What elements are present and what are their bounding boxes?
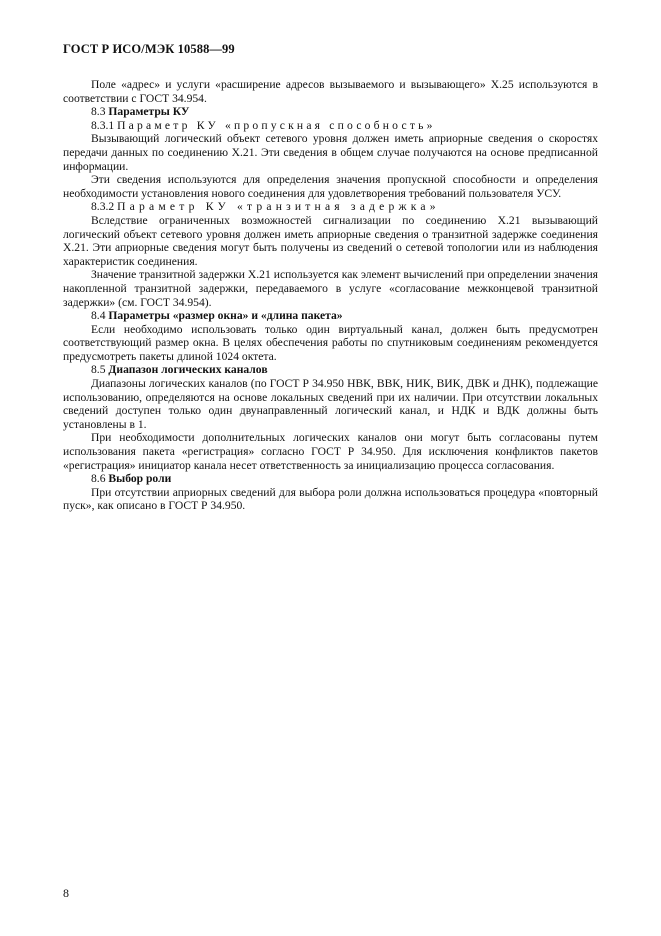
section-number: 8.6 <box>91 472 106 486</box>
section-number: 8.5 <box>91 363 106 377</box>
paragraph: Вследствие ограниченных возможностей сигнализации по соединению X.21 вызывающий логический объект сетевого уровня должен иметь априорные сведения о транзитной задержке соединения X.21. Эти априорные сведения могут быть получены из сведений о сетевой топологии или из наблюдения характеристик соединения. <box>63 213 598 268</box>
document-body <box>63 78 598 513</box>
section-heading-8-3-1 <box>63 119 598 133</box>
section-number: 8.3 <box>91 105 106 119</box>
section-number: 8.3.1 <box>91 118 115 132</box>
paragraph: Вызывающий логический объект сетевого уровня должен иметь априорные сведения о скоростях передачи данных по соединению X.21. Эти сведения в общем случае получаются на основе предписанной информации. <box>63 132 598 173</box>
section-number: 8.3.2 <box>91 200 115 214</box>
section-title: Параметры КУ <box>108 105 190 119</box>
section-heading-8-5 <box>63 363 598 377</box>
paragraph: Поле «адрес» и услуги «расширение адресов вызываемого и вызывающего» X.25 используются в соответствии с ГОСТ 34.954. <box>63 78 598 105</box>
section-heading-8-6 <box>63 472 598 486</box>
section-title: Параметр КУ «транзитная задержка» <box>117 200 440 214</box>
paragraph: При необходимости дополнительных логических каналов они могут быть согласованы путем использования пакета «регистрация» согласно ГОСТ Р 34.950. Для исключения конфликтов пакетов «регистрация» инициатор канала несет ответственность за инициализацию процесса согласования. <box>63 431 598 472</box>
paragraph: Если необходимо использовать только один виртуальный канал, должен быть предусмотрен соответствующий размер окна. В целях обеспечения работы по спутниковым соединениям рекомендуется предусмотреть пакеты длиной 1024 октета. <box>63 322 598 363</box>
section-heading-8-3-2 <box>63 200 598 214</box>
document-header: ГОСТ Р ИСО/МЭК 10588—99 <box>63 42 235 56</box>
paragraph: Диапазоны логических каналов (по ГОСТ Р 34.950 НВК, ВВК, НИК, ВИК, ДВК и ДНК), подлежащие использованию, определяются на основе локальных сведений при их наличии. При отсутствии локальных сведений доступен только один двунаправленный логический канал, и НДК и ВДК должны быть установлены в 1. <box>63 377 598 431</box>
section-heading-8-3 <box>63 105 598 119</box>
page-number: 8 <box>63 886 69 900</box>
paragraph: Эти сведения используются для определения значения пропускной способности и определения необходимости установления нового соединения для удовлетворения требований пользователя УСУ. <box>63 173 598 200</box>
paragraph: При отсутствии априорных сведений для выбора роли должна использоваться процедура «повторный пуск», как описано в ГОСТ Р 34.950. <box>63 485 598 513</box>
section-title: Диапазон логических каналов <box>108 363 268 377</box>
section-number: 8.4 <box>91 309 106 323</box>
section-heading-8-4 <box>63 309 598 323</box>
section-title: Выбор роли <box>108 472 172 486</box>
section-title: Параметр КУ «пропускная способность» <box>117 118 436 132</box>
paragraph: Значение транзитной задержки X.21 используется как элемент вычислений при определении значения накопленной транзитной задержки, передаваемого в услуге «согласование межконцевой транзитной задержки» (см. ГОСТ 34.954). <box>63 268 598 309</box>
section-title: Параметры «размер окна» и «длина пакета» <box>108 309 343 323</box>
